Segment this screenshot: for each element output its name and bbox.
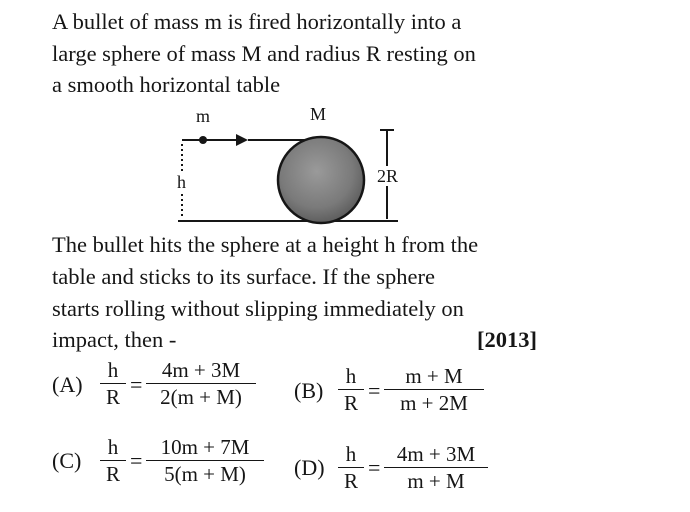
option-d-rhs-den: m + M bbox=[407, 469, 465, 493]
option-b-lhs-den: R bbox=[343, 391, 358, 415]
fraction-bar bbox=[100, 460, 126, 461]
fraction-bar bbox=[384, 389, 484, 390]
option-b-letter: (B) bbox=[294, 378, 324, 403]
fraction-bar bbox=[338, 389, 364, 390]
option-a-rhs bbox=[146, 358, 256, 409]
paragraph-line-2: table and sticks to its surface. If the sphere bbox=[52, 264, 435, 289]
option-b-lhs-num: h bbox=[345, 364, 357, 388]
paragraph-line-1: The bullet hits the sphere at a height h from the bbox=[52, 232, 479, 257]
option-b-rhs-den: m + 2M bbox=[400, 391, 468, 415]
fraction-bar bbox=[384, 467, 488, 468]
fraction-bar bbox=[338, 467, 364, 468]
sphere bbox=[278, 137, 364, 223]
label-diameter: 2R bbox=[377, 166, 399, 186]
arrow-head-icon bbox=[236, 134, 248, 146]
label-height: h bbox=[177, 172, 186, 192]
option-c-lhs-den: R bbox=[105, 462, 120, 486]
label-bullet-mass: m bbox=[196, 106, 211, 126]
option-d-lhs-num: h bbox=[345, 442, 357, 466]
option-b-lhs bbox=[338, 364, 364, 415]
paragraph-line-4 bbox=[52, 327, 537, 353]
option-c-rhs-den: 5(m + M) bbox=[164, 462, 246, 486]
label-sphere-mass: M bbox=[310, 104, 327, 124]
option-b-rhs bbox=[384, 364, 484, 415]
exam-year: [2013] bbox=[477, 327, 537, 352]
option-a-lhs bbox=[100, 358, 126, 409]
question-line-2: large sphere of mass M and radius R resting on bbox=[52, 41, 476, 66]
fraction-bar bbox=[146, 460, 264, 461]
option-b-rhs-num: m + M bbox=[405, 364, 463, 388]
option-a-lhs-num: h bbox=[107, 358, 119, 382]
paragraph-line-3: starts rolling without slipping immediately on bbox=[52, 296, 464, 321]
option-d-lhs bbox=[338, 442, 364, 493]
option-d-rhs-num: 4m + 3M bbox=[396, 442, 476, 466]
option-d-lhs-den: R bbox=[343, 469, 358, 493]
option-c-letter: (C) bbox=[52, 448, 82, 473]
fraction-bar bbox=[146, 383, 256, 384]
option-d-equals: = bbox=[368, 455, 381, 480]
option-d-letter: (D) bbox=[294, 455, 325, 480]
option-a-equals: = bbox=[130, 372, 143, 397]
paragraph-line-4-text: impact, then - bbox=[52, 327, 177, 352]
option-a-rhs-num: 4m + 3M bbox=[161, 358, 241, 382]
question-line-1: A bullet of mass m is fired horizontally into a bbox=[52, 9, 462, 34]
bullet-sphere-diagram bbox=[160, 100, 420, 230]
question-line-3: a smooth horizontal table bbox=[52, 72, 281, 97]
option-c-equals: = bbox=[130, 448, 143, 473]
fraction-bar bbox=[100, 383, 126, 384]
option-a-lhs-den: R bbox=[105, 385, 120, 409]
option-a-rhs-den: 2(m + M) bbox=[160, 385, 242, 409]
option-a-letter: (A) bbox=[52, 372, 83, 397]
option-c-lhs bbox=[100, 435, 126, 486]
option-b-equals: = bbox=[368, 378, 381, 403]
option-c-lhs-num: h bbox=[107, 435, 119, 459]
option-c-rhs-num: 10m + 7M bbox=[160, 435, 250, 459]
option-c-rhs bbox=[146, 435, 264, 486]
option-d-rhs bbox=[384, 442, 488, 493]
